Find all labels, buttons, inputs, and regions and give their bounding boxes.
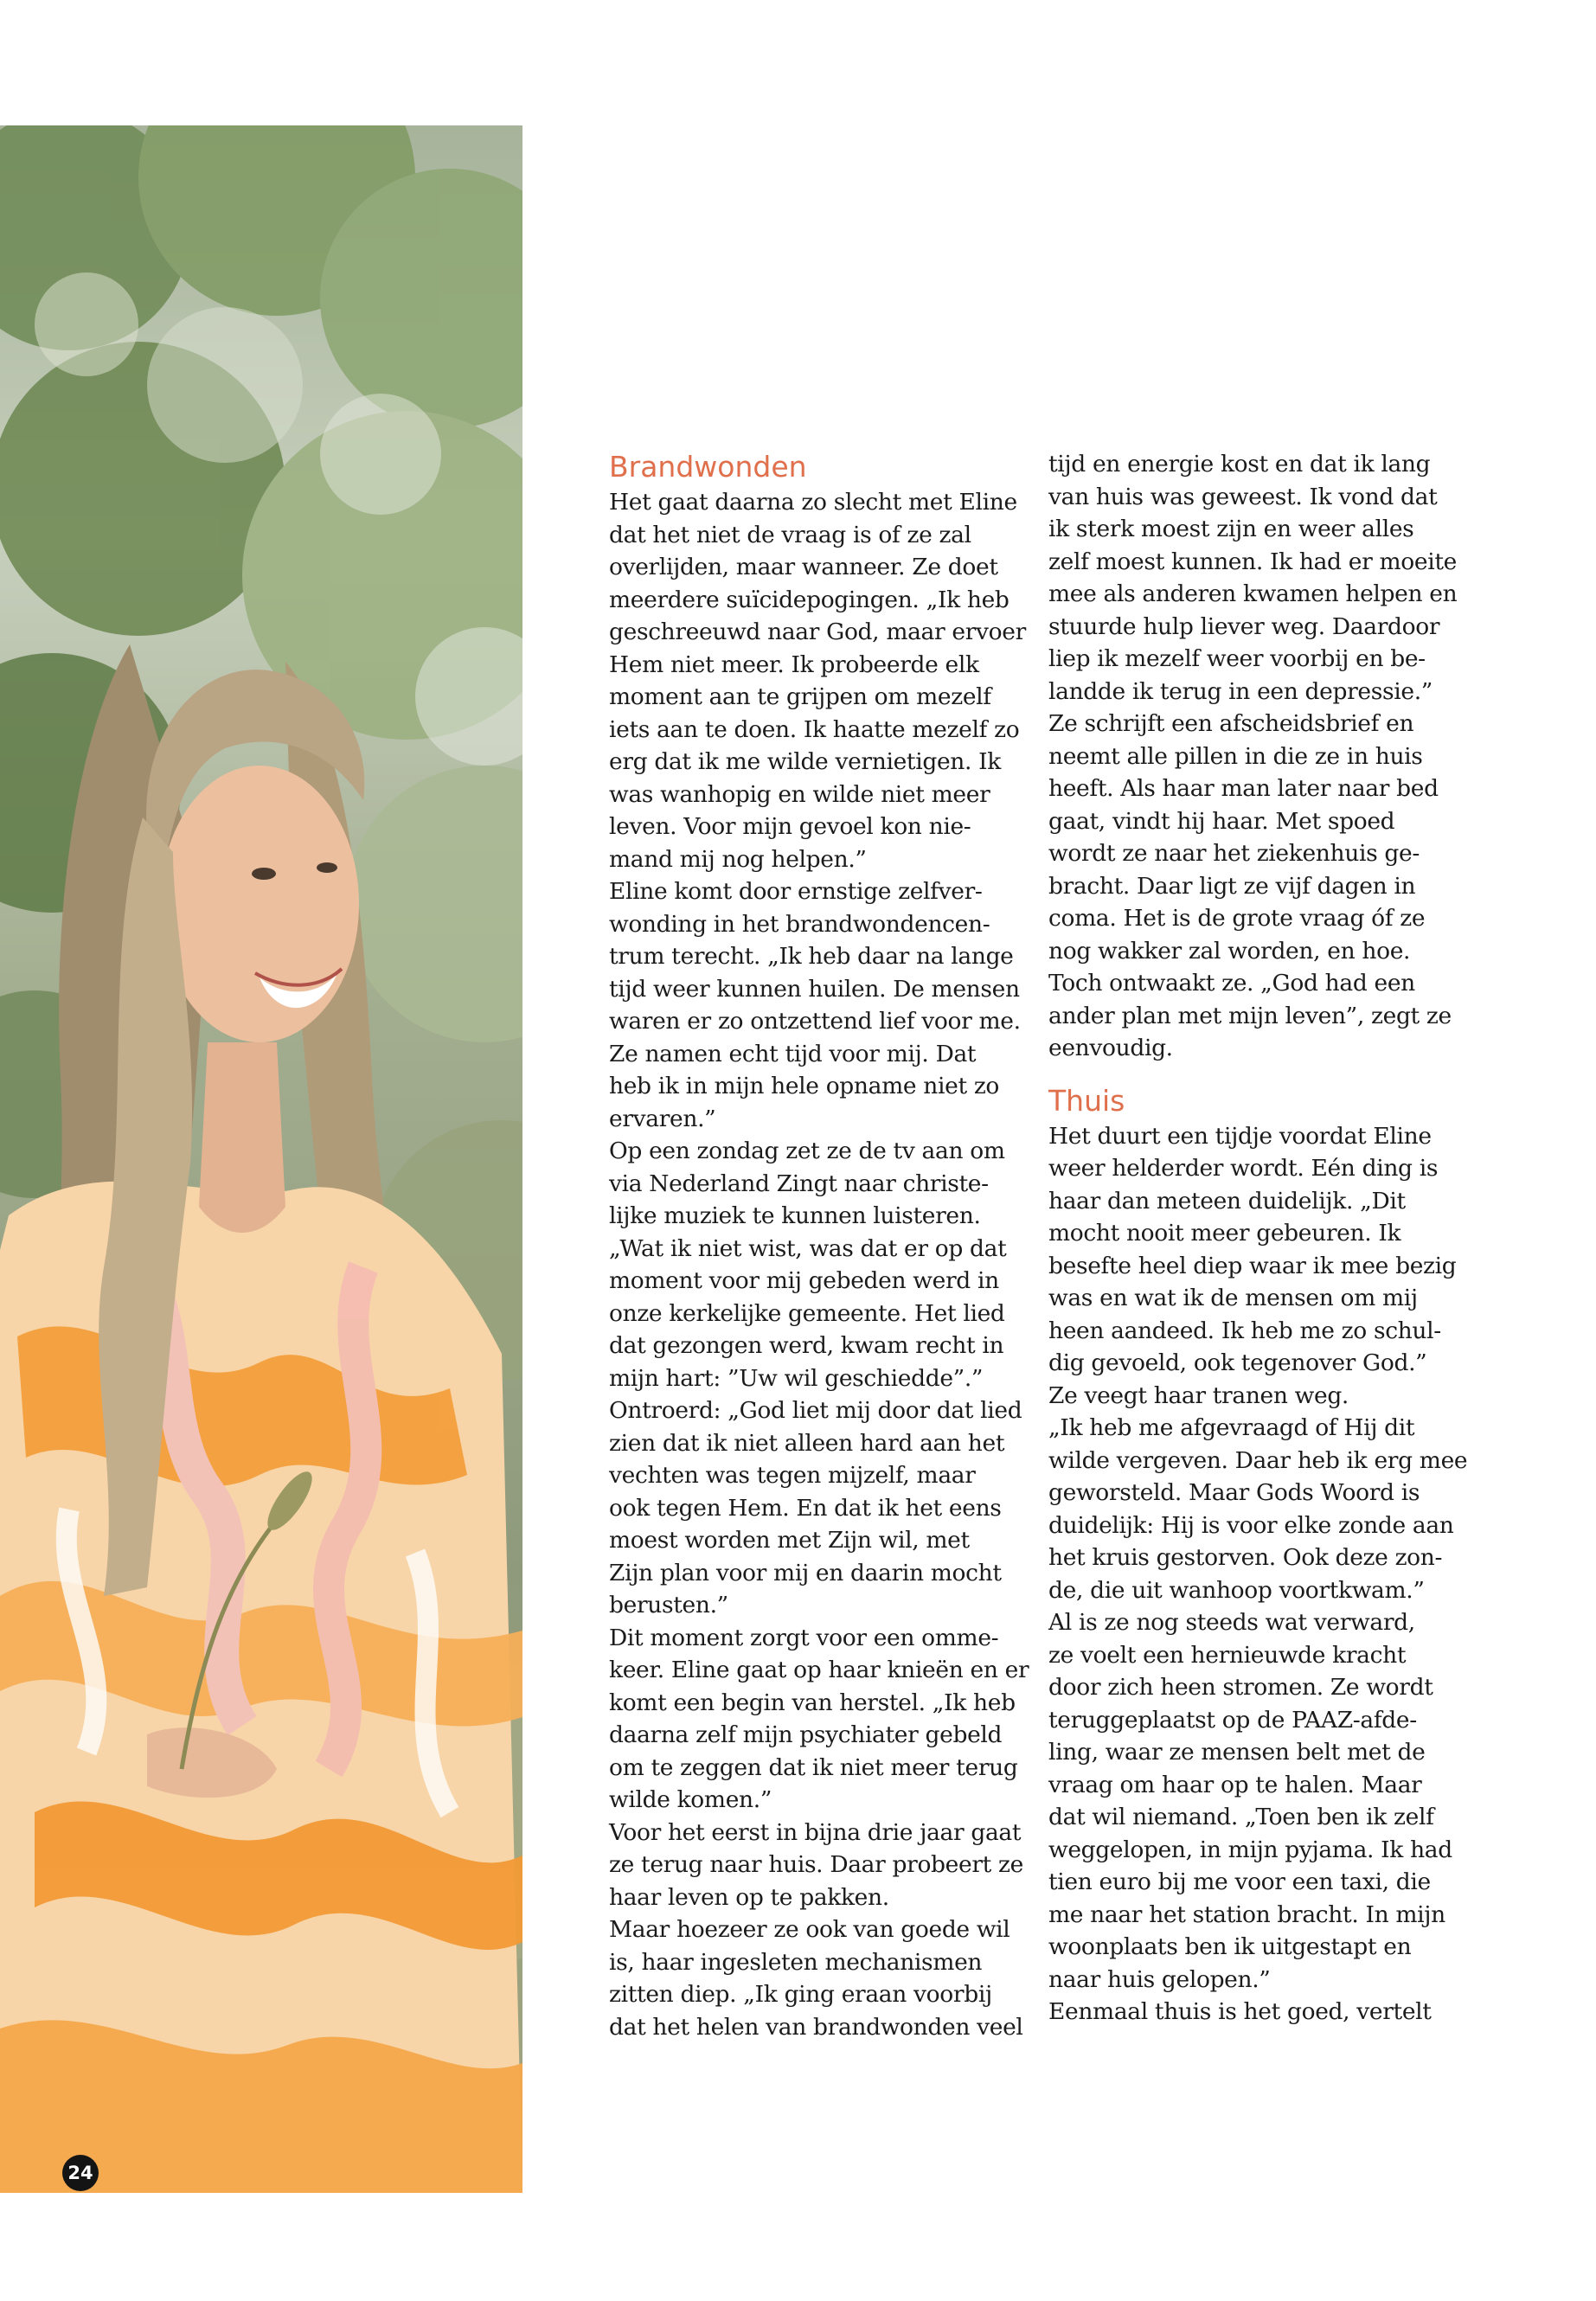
text-line: vraag om haar op te halen. Maar: [1048, 1771, 1422, 1798]
text-line: naar huis gelopen.”: [1048, 1965, 1271, 1993]
text-line: weer helderder wordt. Eén ding is: [1048, 1155, 1439, 1182]
text-line: ervaren.”: [609, 1105, 716, 1132]
page-number: 24: [62, 2155, 99, 2191]
text-line: duidelijk: Hij is voor elke zonde aan: [1048, 1511, 1454, 1539]
text-line: wordt ze naar het ziekenhuis ge-: [1048, 840, 1420, 867]
text-line: geschreeuwd naar God, maar ervoer: [609, 619, 1026, 645]
text-line: tien euro bij me voor een taxi, die: [1048, 1868, 1431, 1895]
text-line: komt een begin van herstel. „Ik heb: [609, 1689, 1016, 1716]
text-line: overlijden, maar wanneer. Ze doet: [609, 554, 998, 580]
text-line: was wanhopig en wilde niet meer: [609, 780, 990, 808]
text-line: Al is ze nog steeds wat verward,: [1048, 1609, 1415, 1636]
text-line: besefte heel diep waar ik mee bezig: [1048, 1252, 1457, 1279]
text-line: leven. Voor mijn gevoel kon nie-: [609, 813, 971, 840]
paragraph: [1048, 1996, 1464, 2029]
text-line: mand mij nog helpen.”: [609, 845, 867, 873]
text-line: moest worden met Zijn wil, met: [609, 1527, 970, 1554]
column-left-body: [609, 486, 1029, 2043]
text-line: wilde komen.”: [609, 1786, 772, 1813]
text-line: Zijn plan voor mij en daarin mocht: [609, 1559, 1002, 1586]
text-line: weggelopen, in mijn pyjama. Ik had: [1048, 1836, 1452, 1863]
text-line: van huis was geweest. Ik vond dat: [1048, 483, 1438, 510]
text-line: Maar hoezeer ze ook van goede wil: [609, 1916, 1010, 1943]
text-line: moment voor mij gebeden werd in: [609, 1267, 999, 1294]
text-line: gaat, vindt hij haar. Met spoed: [1048, 807, 1395, 835]
paragraph: [609, 486, 1024, 875]
text-line: Dit moment zorgt voor een omme-: [609, 1624, 999, 1651]
paragraph: [1048, 708, 1464, 1065]
text-line: tijd weer kunnen huilen. De mensen: [609, 975, 1020, 1003]
paragraph: [1048, 1606, 1464, 1996]
text-line: ook tegen Hem. En dat ik het eens: [609, 1494, 1002, 1522]
text-line: de, die uit wanhoop voortkwam.”: [1048, 1576, 1425, 1604]
text-line: eenvoudig.: [1048, 1035, 1173, 1061]
text-line: Het duurt een tijdje voordat Eline: [1048, 1122, 1432, 1150]
text-line: dat wil niemand. „Toen ben ik zelf: [1048, 1804, 1434, 1830]
text-line: dat het helen van brandwonden veel: [609, 2013, 1023, 2041]
text-line: woonplaats ben ik uitgestapt en: [1048, 1933, 1412, 1960]
text-line: ze voelt een hernieuwde kracht: [1048, 1641, 1407, 1669]
column-right-body-bottom: [1048, 1120, 1468, 2029]
text-line: mee als anderen kwamen helpen en: [1048, 580, 1458, 607]
text-line: zien dat ik niet alleen hard aan het: [609, 1429, 1005, 1457]
text-line: tijd en energie kost en dat ik lang: [1048, 451, 1431, 478]
text-line: waren er zo ontzettend lief voor me.: [609, 1008, 1021, 1035]
text-line: dat het niet de vraag is of ze zal: [609, 521, 971, 548]
text-line: teruggeplaatst op de PAAZ-afde-: [1048, 1706, 1417, 1734]
portrait-photo: [0, 125, 522, 2193]
text-line: heen aandeed. Ik heb me zo schul-: [1048, 1317, 1441, 1344]
text-line: onze kerkelijke gemeente. Het lied: [609, 1299, 1005, 1327]
paragraph: [609, 1135, 1024, 1622]
text-line: moment aan te grijpen om mezelf: [609, 683, 991, 710]
text-line: stuurde hulp liever weg. Daardoor: [1048, 612, 1440, 640]
text-line: meerdere suïcidepogingen. „Ik heb: [609, 586, 1010, 613]
text-line: vechten was tegen mijzelf, maar: [609, 1462, 976, 1489]
text-line: mocht nooit meer gebeuren. Ik: [1048, 1220, 1401, 1247]
text-line: Eline komt door ernstige zelfver-: [609, 878, 983, 905]
paragraph: [609, 1622, 1029, 1817]
text-line: Op een zondag zet ze de tv aan om: [609, 1138, 1005, 1164]
text-line: heb ik in mijn hele opname niet zo: [609, 1073, 1000, 1099]
section-heading-thuis: Thuis: [1048, 1083, 1125, 1118]
text-line: mijn hart: ”Uw wil geschiedde”.”: [609, 1364, 984, 1392]
text-line: het kruis gestorven. Ook deze zon-: [1048, 1544, 1443, 1571]
text-line: wilde vergeven. Daar heb ik erg mee: [1048, 1446, 1468, 1474]
text-line: was en wat ik de mensen om mij: [1048, 1285, 1418, 1311]
paragraph: [1048, 1380, 1464, 1413]
text-line: haar leven op te pakken.: [609, 1883, 889, 1911]
text-line: wonding in het brandwondencen-: [609, 910, 990, 938]
text-line: coma. Het is de grote vraag óf ze: [1048, 905, 1426, 932]
text-line: zitten diep. „Ik ging eraan voorbij: [609, 1981, 992, 2008]
text-line: Toch ontwaakt ze. „God had een: [1048, 970, 1415, 997]
text-line: ling, waar ze mensen belt met de: [1048, 1739, 1426, 1766]
text-line: via Nederland Zingt naar christe-: [609, 1170, 989, 1197]
text-line: neemt alle pillen in die ze in huis: [1048, 742, 1423, 770]
paragraph: [609, 1913, 1024, 2043]
text-line: is, haar ingesleten mechanismen: [609, 1948, 983, 1976]
text-line: Ontroerd: „God liet mij door dat lied: [609, 1397, 1022, 1424]
text-line: geworsteld. Maar Gods Woord is: [1048, 1479, 1420, 1506]
text-line: erg dat ik me wilde vernietigen. Ik: [609, 748, 1001, 775]
text-line: nog wakker zal worden, en hoe.: [1048, 937, 1411, 965]
article-column-left: [609, 448, 1029, 2043]
text-line: Ze veegt haar tranen weg.: [1048, 1381, 1349, 1409]
text-line: keer. Eline gaat op haar knieën en er: [609, 1657, 1029, 1683]
text-line: Ze schrijft een afscheidsbrief en: [1048, 710, 1414, 737]
text-line: om te zeggen dat ik niet meer terug: [609, 1753, 1018, 1781]
text-line: daarna zelf mijn psychiater gebeld: [609, 1721, 1003, 1748]
paragraph: [1048, 448, 1464, 708]
paragraph: [609, 875, 1024, 1135]
text-line: bracht. Daar ligt ze vijf dagen in: [1048, 872, 1416, 900]
text-line: ik sterk moest zijn en weer alles: [1048, 516, 1414, 542]
text-line: zelf moest kunnen. Ik had er moeite: [1048, 548, 1457, 575]
text-line: Eenmaal thuis is het goed, vertelt: [1048, 1998, 1432, 2025]
text-line: berusten.”: [609, 1592, 728, 1618]
text-line: Hem niet meer. Ik probeerde elk: [609, 651, 979, 678]
text-line: me naar het station bracht. In mijn: [1048, 1900, 1445, 1928]
text-line: dig gevoeld, ook tegenover God.”: [1048, 1349, 1427, 1376]
text-line: „Wat ik niet wist, was dat er op dat: [609, 1234, 1007, 1262]
portrait-illustration: [0, 125, 522, 2193]
text-line: Het gaat daarna zo slecht met Eline: [609, 489, 1017, 516]
text-line: haar dan meteen duidelijk. „Dit: [1048, 1187, 1406, 1215]
text-line: Ze namen echt tijd voor mij. Dat: [609, 1040, 977, 1067]
text-line: landde ik terug in een depressie.”: [1048, 677, 1433, 705]
text-line: lijke muziek te kunnen luisteren.: [609, 1202, 981, 1229]
text-line: ze terug naar huis. Daar probeert ze: [609, 1851, 1023, 1878]
text-line: trum terecht. „Ik heb daar na lange: [609, 943, 1014, 970]
text-line: iets aan te doen. Ik haatte mezelf zo: [609, 715, 1020, 743]
text-line: door zich heen stromen. Ze wordt: [1048, 1674, 1433, 1701]
article-column-right: [1048, 448, 1468, 2029]
paragraph: [609, 1817, 1024, 1914]
text-line: „Ik heb me afgevraagd of Hij dit: [1048, 1414, 1415, 1441]
text-line: heeft. Als haar man later naar bed: [1048, 775, 1439, 802]
text-line: liep ik mezelf weer voorbij en be-: [1048, 645, 1426, 672]
paragraph: [1048, 1412, 1468, 1606]
text-line: dat gezongen werd, kwam recht in: [609, 1332, 1004, 1359]
column-right-body-top: [1048, 448, 1464, 1065]
paragraph: [1048, 1120, 1464, 1380]
text-line: Voor het eerst in bijna drie jaar gaat: [609, 1818, 1022, 1846]
section-heading-brandwonden: Brandwonden: [609, 450, 807, 484]
text-line: ander plan met mijn leven”, zegt ze: [1048, 1002, 1452, 1029]
